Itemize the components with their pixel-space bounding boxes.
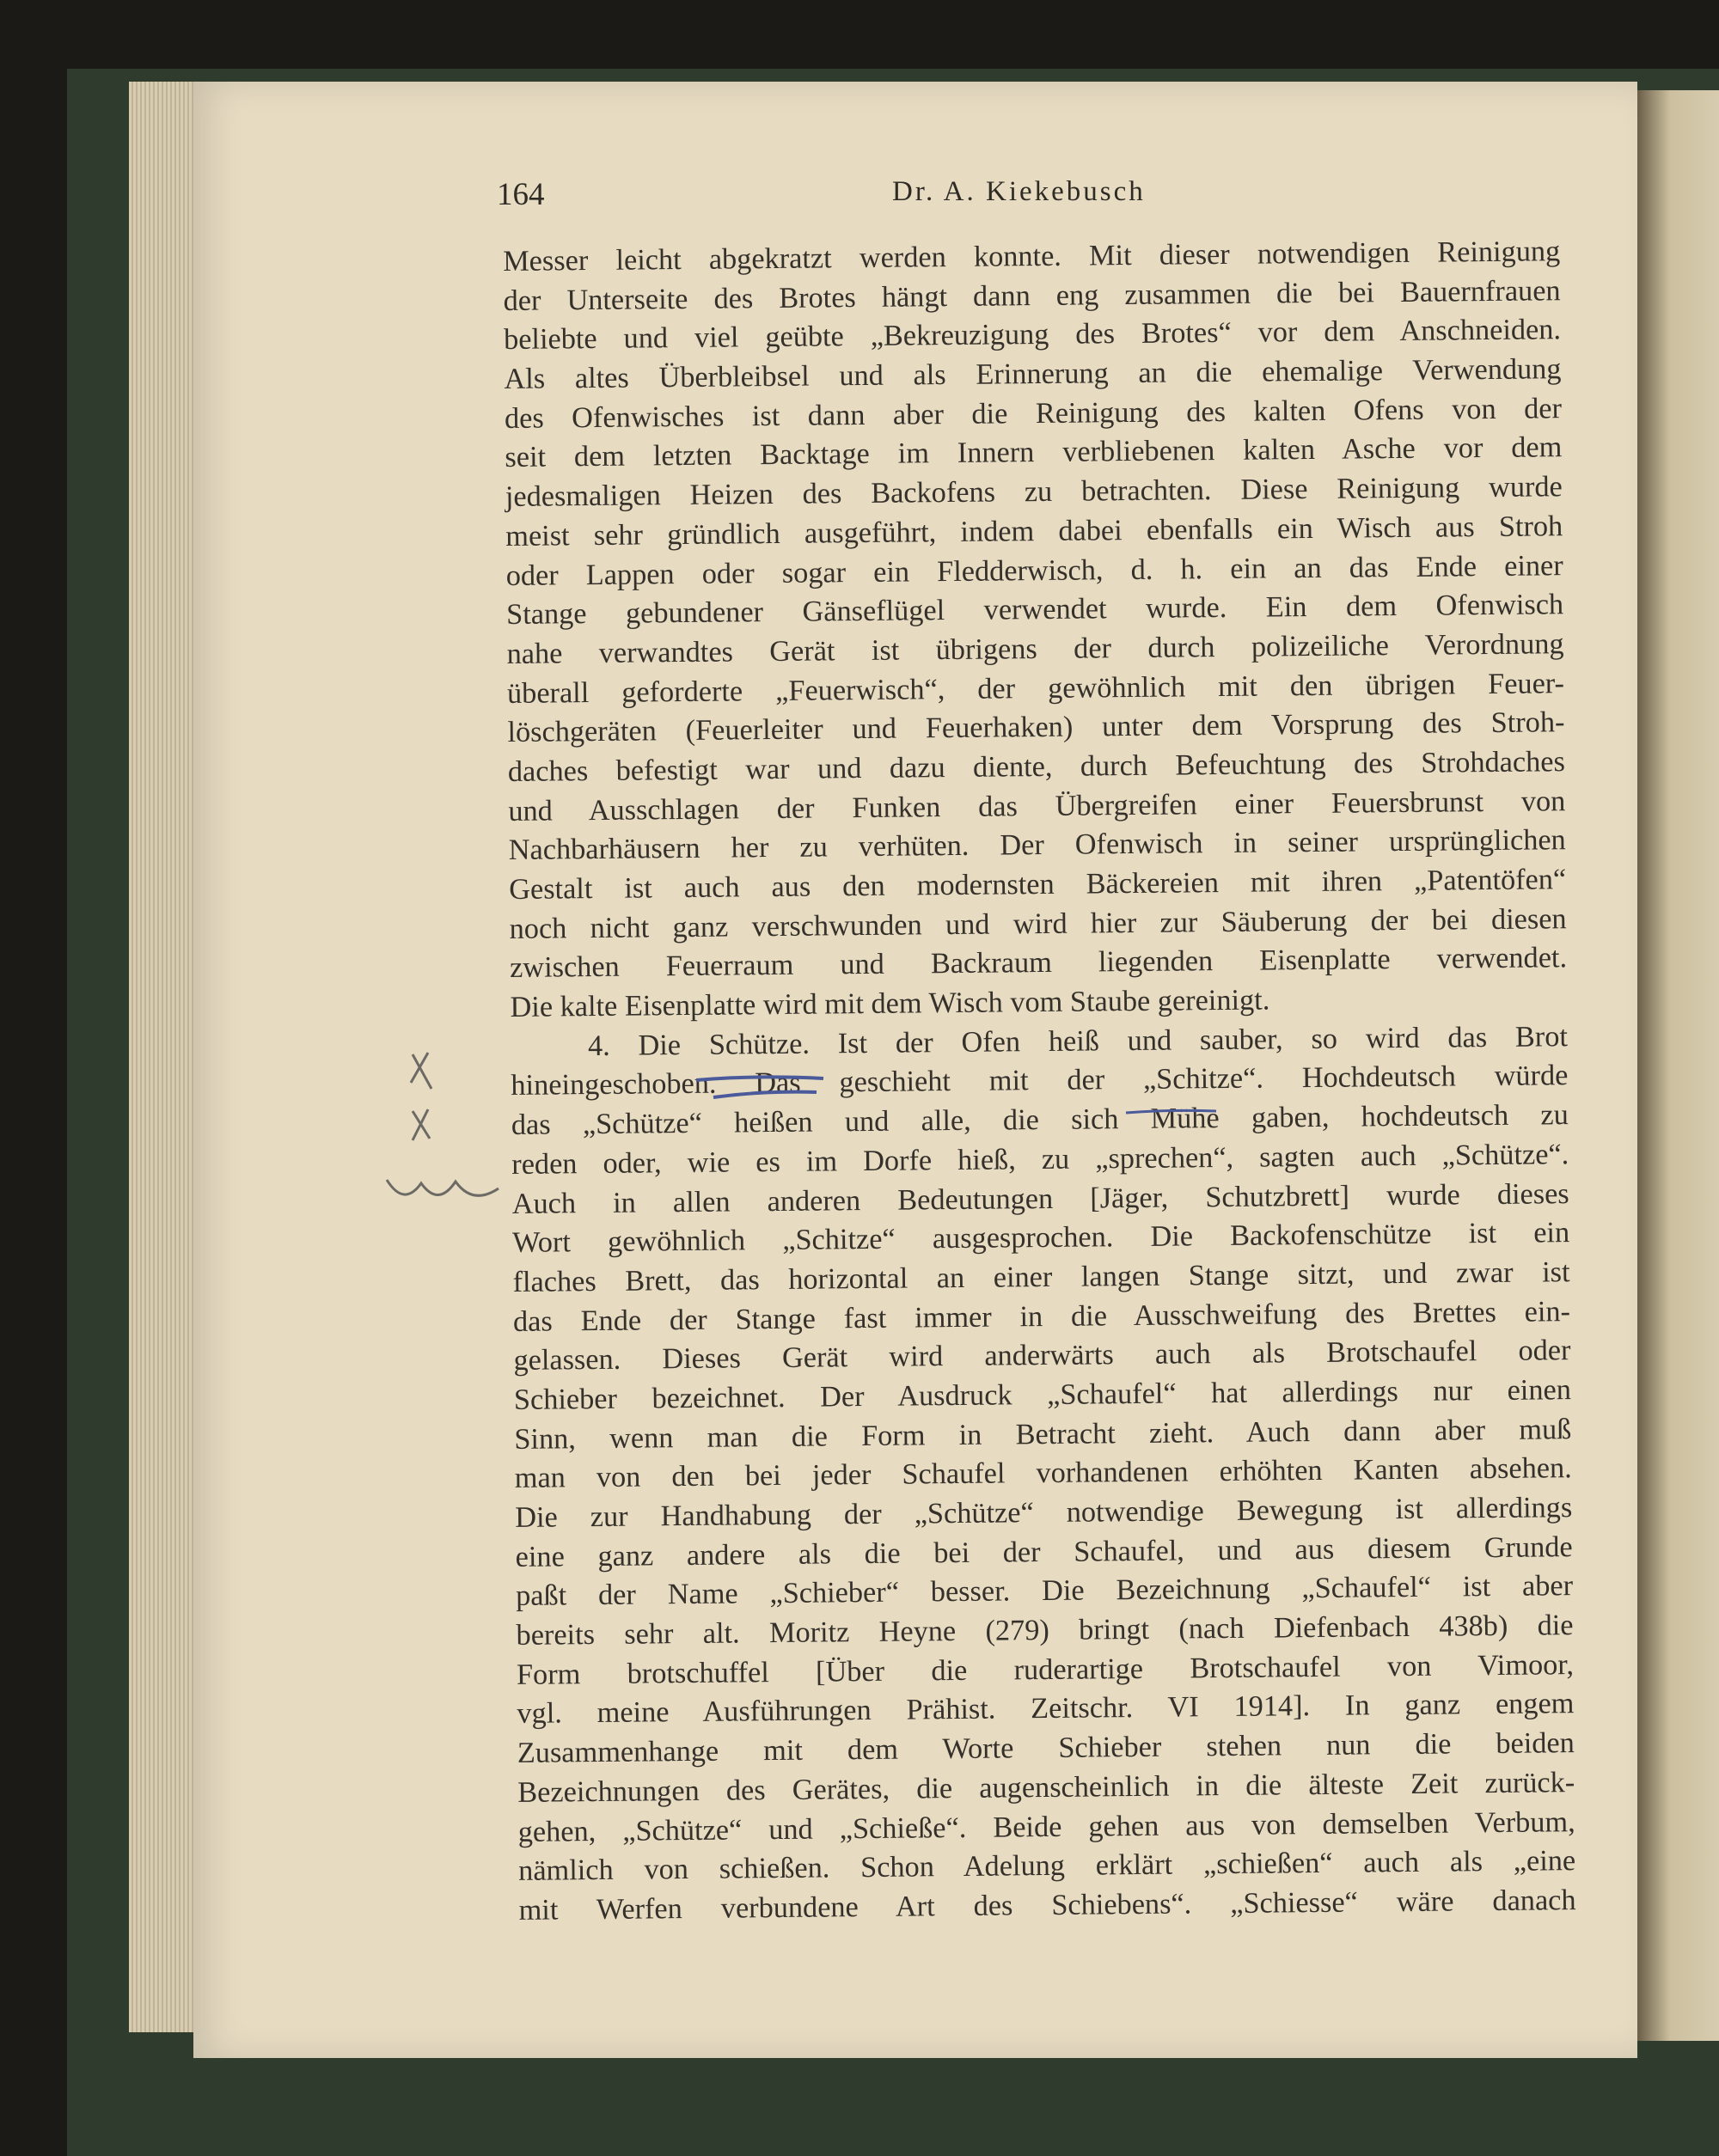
text-line: flaches Brett, das horizontal an einer langen Stange sitzt, und zwar ist	[512, 1255, 1570, 1298]
text-line: Form brotschuffel [Über die ruderartige Brotschaufel von Vimoor,	[516, 1647, 1575, 1691]
text-line: Nachbarhäusern her zu verhüten. Der Ofenwisch in seiner ursprünglichen	[508, 823, 1566, 867]
text-line: noch nicht ganz verschwunden und wird hier zur Säuberung der bei diesen	[509, 901, 1567, 945]
text-line: Als altes Überbleibsel und als Erinnerung an die ehemalige Verwendung	[504, 352, 1562, 396]
text-line: Gestalt ist auch aus den modernsten Bäckereien mit ihren „Patentöfen“	[509, 863, 1567, 906]
text-line: reden oder, wie es im Dorfe hieß, zu „sprechen“, sagten auch „Schütze“.	[511, 1137, 1569, 1181]
text-line: des Ofenwisches ist dann aber die Reinigung des kalten Ofens von der	[504, 391, 1563, 435]
text-line: Zusammenhange mit dem Worte Schieber stehen nun die beiden	[517, 1726, 1575, 1770]
text-line: meist sehr gründlich ausgeführt, indem dabei ebenfalls ein Wisch aus Stroh	[505, 509, 1563, 553]
blue-pen-underlines	[688, 1070, 1238, 1139]
text-line: hineingeschoben. Das geschieht mit der „Schitze“. Hochdeutsch würde	[511, 1059, 1569, 1102]
text-line: vgl. meine Ausführungen Prähist. Zeitschr. VI 1914]. In ganz engem	[517, 1687, 1575, 1731]
text-line: bereits sehr alt. Moritz Heyne (279) bringt (nach Diefenbach 438b) die	[516, 1609, 1574, 1652]
text-line: paßt der Name „Schieber“ besser. Die Bezeichnung „Schaufel“ ist aber	[515, 1569, 1574, 1613]
text-line: beliebte und viel geübte „Bekreuzigung des Brotes“ vor dem Anschneiden.	[503, 313, 1562, 357]
text-line: Stange gebundener Gänseflügel verwendet wurde. Ein dem Ofenwisch	[505, 588, 1564, 632]
text-line: mit Werfen verbundene Art des Schiebens“. „Schiesse“ wäre danach	[518, 1883, 1576, 1927]
text-line: Sinn, wenn man die Form in Betracht zieht. Auch dann aber muß	[514, 1412, 1572, 1456]
text-line: überall geforderte „Feuerwisch“, der gewöhnlich mit den übrigen Feuer-	[506, 666, 1565, 710]
text-line: zwischen Feuerraum und Backraum liegenden Eisenplatte verwendet.	[509, 941, 1568, 985]
text-line: gehen, „Schütze“ und „Schieße“. Beide gehen aus von demselben Verbum,	[517, 1805, 1575, 1848]
text-line: Auch in allen anderen Bedeutungen [Jäger, Schutzbrett] wurde dieses	[511, 1176, 1569, 1220]
text-line: das Ende der Stange fast immer in die Ausschweifung des Brettes ein-	[512, 1294, 1571, 1338]
text-line: Schieber bezeichnet. Der Ausdruck „Schaufel“ hat allerdings nur einen	[513, 1373, 1572, 1416]
text-line: seit dem letzten Backtage im Innern verbliebenen kalten Asche vor dem	[505, 431, 1563, 474]
facing-page-edge	[1637, 90, 1719, 2041]
text-line: nahe verwandtes Gerät ist übrigens der durch polizeiliche Verordnung	[506, 627, 1564, 670]
text-line: daches befestigt war und dazu diente, durch Befeuchtung des Strohdaches	[507, 745, 1566, 788]
text-line: der Unterseite des Brotes hängt dann eng zusammen die bei Bauernfrauen	[503, 273, 1561, 317]
text-line: Bezeichnungen des Gerätes, die augenscheinlich in die älteste Zeit zurück-	[517, 1765, 1575, 1809]
text-line: Messer leicht abgekratzt werden konnte. Mit dieser notwendigen Reinigung	[503, 235, 1561, 278]
text-line: Die kalte Eisenplatte wird mit dem Wisch vom Staube gereinigt.	[510, 983, 1270, 1024]
text-line: jedesmaligen Heizen des Backofens zu betrachten. Diese Reinigung wurde	[505, 470, 1563, 514]
text-line: eine ganz andere als die bei der Schaufel, und aus diesem Grunde	[515, 1530, 1573, 1573]
text-line: man von den bei jeder Schaufel vorhandenen erhöhten Kanten absehen.	[514, 1451, 1572, 1495]
page-number: 164	[497, 177, 545, 212]
text-line: löschgeräten (Feuerleiter und Feuerhaken) unter dem Vorsprung des Stroh-	[507, 705, 1565, 749]
running-head: Dr. A. Kiekebusch	[892, 176, 1146, 207]
text-line: 4. Die Schütze. Ist der Ofen heiß und sauber, so wird das Brot	[587, 1019, 1569, 1062]
pencil-margin-marks	[378, 1035, 516, 1233]
text-line: gelassen. Dieses Gerät wird anderwärts auch als Brotschaufel oder	[513, 1334, 1571, 1377]
text-line: nämlich von schießen. Schon Adelung erklärt „schießen“ auch als „eine	[518, 1844, 1576, 1888]
text-line: Wort gewöhnlich „Schitze“ ausgesprochen. Die Backofenschütze ist ein	[511, 1216, 1570, 1260]
text-line: und Ausschlagen der Funken das Übergreifen einer Feuersbrunst von	[508, 784, 1566, 828]
text-line: Die zur Handhabung der „Schütze“ notwendige Bewegung ist allerdings	[515, 1491, 1573, 1534]
text-line: oder Lappen oder sogar ein Fledderwisch, d. h. ein an das Ende einer	[505, 548, 1563, 592]
text-line: das „Schütze“ heißen und alle, die sich Mühe gaben, hochdeutsch zu	[511, 1098, 1569, 1142]
page-header	[497, 176, 1563, 228]
